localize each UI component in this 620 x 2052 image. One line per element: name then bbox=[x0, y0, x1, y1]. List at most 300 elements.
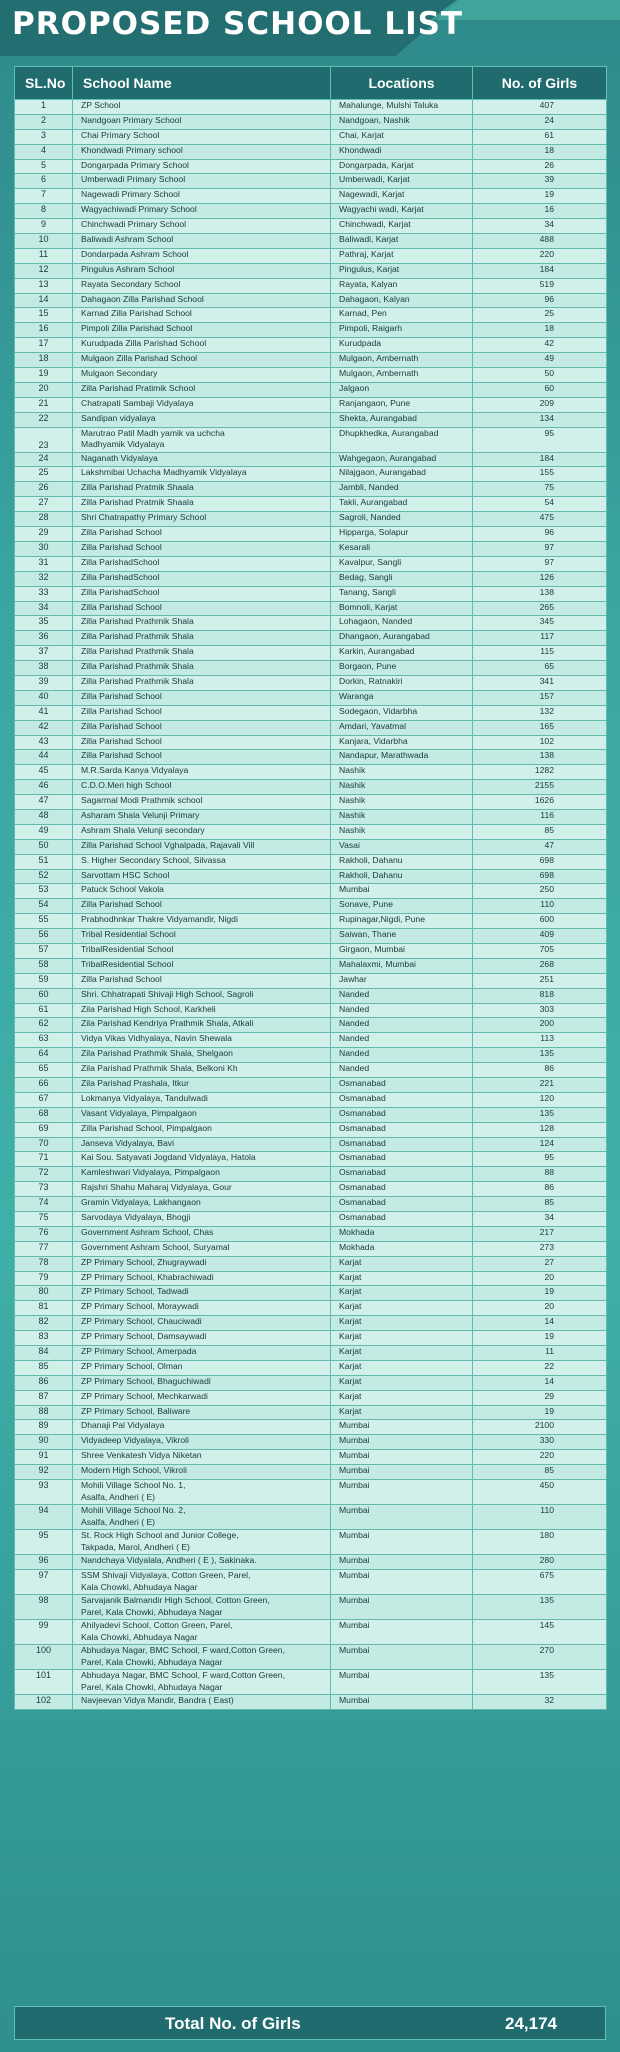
table-row bbox=[15, 1450, 607, 1465]
table-row bbox=[15, 646, 607, 661]
cell-sl-no: 26 bbox=[15, 482, 73, 497]
school-name-line: Abhudaya Nagar, BMC School, F ward,Cotton Green, bbox=[81, 1644, 285, 1655]
cell-location: Karkin, Aurangabad bbox=[331, 646, 473, 661]
school-name-line: Naganath Vidyalaya bbox=[81, 452, 158, 463]
cell-no-of-girls: 20 bbox=[473, 1271, 607, 1286]
school-name-line: Zila Parishad Prathmik Shala, Shelgaon bbox=[81, 1048, 233, 1059]
cell-school-name bbox=[73, 368, 331, 383]
cell-sl-no: 65 bbox=[15, 1063, 73, 1078]
cell-school-name bbox=[73, 616, 331, 631]
cell-school-name bbox=[73, 646, 331, 661]
cell-school-name bbox=[73, 1669, 331, 1694]
cell-no-of-girls: 97 bbox=[473, 556, 607, 571]
cell-sl-no: 28 bbox=[15, 512, 73, 527]
cell-location: Chai, Karjat bbox=[331, 129, 473, 144]
school-name-line: Parel, Kala Chowki, Abhudaya Nagar bbox=[81, 1656, 223, 1667]
cell-location: Nashik bbox=[331, 780, 473, 795]
cell-location: Bomnoli, Karjat bbox=[331, 601, 473, 616]
cell-school-name bbox=[73, 1346, 331, 1361]
cell-school-name bbox=[73, 854, 331, 869]
cell-no-of-girls: 86 bbox=[473, 1182, 607, 1197]
cell-location: Nanded bbox=[331, 988, 473, 1003]
cell-sl-no: 46 bbox=[15, 780, 73, 795]
cell-no-of-girls: 165 bbox=[473, 720, 607, 735]
cell-sl-no: 51 bbox=[15, 854, 73, 869]
cell-sl-no: 43 bbox=[15, 735, 73, 750]
cell-sl-no: 15 bbox=[15, 308, 73, 323]
cell-school-name bbox=[73, 1530, 331, 1555]
cell-location: Wahgegaon, Aurangabad bbox=[331, 452, 473, 467]
cell-no-of-girls: 61 bbox=[473, 129, 607, 144]
school-name-line: Janseva Vidyalaya, Bavi bbox=[81, 1137, 174, 1148]
table-row bbox=[15, 1078, 607, 1093]
cell-no-of-girls: 600 bbox=[473, 914, 607, 929]
cell-school-name bbox=[73, 159, 331, 174]
table-row bbox=[15, 527, 607, 542]
school-name-line: Zilla Parishad Prathmik Shala bbox=[81, 616, 194, 627]
cell-sl-no: 93 bbox=[15, 1480, 73, 1505]
cell-no-of-girls: 135 bbox=[473, 1594, 607, 1619]
table-row bbox=[15, 114, 607, 129]
cell-location: Mumbai bbox=[331, 1619, 473, 1644]
cell-location: Nashik bbox=[331, 795, 473, 810]
cell-sl-no: 84 bbox=[15, 1346, 73, 1361]
school-name-line: Asharam Shala Velunji Primary bbox=[81, 809, 200, 820]
cell-sl-no: 96 bbox=[15, 1555, 73, 1570]
cell-location: Mumbai bbox=[331, 1480, 473, 1505]
cell-sl-no: 80 bbox=[15, 1286, 73, 1301]
school-name-line: Lakshmibai Uchacha Madhyamik Vidyalaya bbox=[81, 467, 247, 478]
cell-location: Nagewadi, Karjat bbox=[331, 189, 473, 204]
school-name-line: Zila Parishad Kendriya Prathmik Shala, Atkali bbox=[81, 1018, 254, 1029]
school-table bbox=[14, 66, 607, 1710]
table-row bbox=[15, 1505, 607, 1530]
table-row bbox=[15, 308, 607, 323]
table-row bbox=[15, 1569, 607, 1594]
cell-no-of-girls: 273 bbox=[473, 1241, 607, 1256]
cell-school-name bbox=[73, 1241, 331, 1256]
cell-sl-no: 8 bbox=[15, 204, 73, 219]
cell-no-of-girls: 22 bbox=[473, 1360, 607, 1375]
cell-school-name bbox=[73, 780, 331, 795]
cell-school-name bbox=[73, 661, 331, 676]
school-name-line: Zilla Parishad School bbox=[81, 690, 162, 701]
cell-sl-no: 72 bbox=[15, 1167, 73, 1182]
cell-school-name bbox=[73, 750, 331, 765]
cell-location: Bedag, Sangli bbox=[331, 571, 473, 586]
cell-school-name bbox=[73, 705, 331, 720]
cell-location: Jalgaon bbox=[331, 382, 473, 397]
cell-no-of-girls: 96 bbox=[473, 293, 607, 308]
school-name-line: Sagarmal Modi Prathmik school bbox=[81, 795, 203, 806]
school-name-line: ZP Primary School, Mechkarwadi bbox=[81, 1390, 208, 1401]
table-row bbox=[15, 1212, 607, 1227]
cell-location: Osmanabad bbox=[331, 1122, 473, 1137]
cell-sl-no: 97 bbox=[15, 1569, 73, 1594]
table-row bbox=[15, 1182, 607, 1197]
school-name-line: Baliwadi Ashram School bbox=[81, 234, 174, 245]
table-row bbox=[15, 541, 607, 556]
cell-no-of-girls: 117 bbox=[473, 631, 607, 646]
school-name-line: ZP Primary School, Moraywadi bbox=[81, 1301, 199, 1312]
table-body bbox=[15, 100, 607, 1710]
cell-school-name bbox=[73, 452, 331, 467]
school-name-line: Shree Venkatesh Vidya Niketan bbox=[81, 1450, 202, 1461]
cell-no-of-girls: 138 bbox=[473, 750, 607, 765]
total-value: 24,174 bbox=[505, 2014, 557, 2033]
cell-sl-no: 16 bbox=[15, 323, 73, 338]
cell-no-of-girls: 124 bbox=[473, 1137, 607, 1152]
school-name-line: Dahagaon Zilla Parishad School bbox=[81, 293, 204, 304]
cell-no-of-girls: 128 bbox=[473, 1122, 607, 1137]
school-name-line: Parel, Kala Chowki, Abhudaya Nagar bbox=[81, 1681, 223, 1692]
cell-location: Mulgaon, Ambernath bbox=[331, 368, 473, 383]
school-name-line: Mulgaon Secondary bbox=[81, 368, 158, 379]
cell-location: Borgaon, Pune bbox=[331, 661, 473, 676]
cell-no-of-girls: 50 bbox=[473, 368, 607, 383]
cell-sl-no: 53 bbox=[15, 884, 73, 899]
cell-location: Osmanabad bbox=[331, 1107, 473, 1122]
cell-sl-no: 55 bbox=[15, 914, 73, 929]
cell-sl-no: 1 bbox=[15, 100, 73, 115]
school-name-line: Zilla Parishad School bbox=[81, 527, 162, 538]
cell-no-of-girls: 39 bbox=[473, 174, 607, 189]
school-name-line: Zilla Parishad Pratmik Shaala bbox=[81, 497, 194, 508]
table-row bbox=[15, 1286, 607, 1301]
cell-school-name bbox=[73, 1360, 331, 1375]
table-row bbox=[15, 1331, 607, 1346]
cell-no-of-girls: 675 bbox=[473, 1569, 607, 1594]
cell-location: Lohagaon, Nanded bbox=[331, 616, 473, 631]
cell-sl-no: 20 bbox=[15, 382, 73, 397]
cell-sl-no: 68 bbox=[15, 1107, 73, 1122]
table-row bbox=[15, 1092, 607, 1107]
school-name-line: Zilla ParishadSchool bbox=[81, 556, 160, 567]
school-name-line: Asalfa, Andheri ( E) bbox=[81, 1491, 156, 1502]
cell-no-of-girls: 138 bbox=[473, 586, 607, 601]
cell-location: Mumbai bbox=[331, 1530, 473, 1555]
cell-location: Mumbai bbox=[331, 1505, 473, 1530]
cell-location: Mahalunge, Mulshi Taluka bbox=[331, 100, 473, 115]
school-name-line: Zilla Parishad School bbox=[81, 705, 162, 716]
cell-no-of-girls: 251 bbox=[473, 973, 607, 988]
school-name-line: ZP Primary School, Chauciwadi bbox=[81, 1316, 202, 1327]
table-row bbox=[15, 854, 607, 869]
cell-location: Dahagaon, Kalyan bbox=[331, 293, 473, 308]
cell-location: Osmanabad bbox=[331, 1152, 473, 1167]
school-name-line: Patuck School Vakola bbox=[81, 884, 164, 895]
school-name-line: Kurudpada Zilla Parishad School bbox=[81, 338, 207, 349]
cell-no-of-girls: 475 bbox=[473, 512, 607, 527]
cell-sl-no: 42 bbox=[15, 720, 73, 735]
cell-no-of-girls: 184 bbox=[473, 263, 607, 278]
cell-no-of-girls: 19 bbox=[473, 1331, 607, 1346]
cell-sl-no: 99 bbox=[15, 1619, 73, 1644]
school-name-line: Gramin Vidyalaya, Lakhangaon bbox=[81, 1197, 201, 1208]
cell-location: Osmanabad bbox=[331, 1182, 473, 1197]
table-row bbox=[15, 1694, 607, 1709]
cell-no-of-girls: 88 bbox=[473, 1167, 607, 1182]
school-name-line: ZP Primary School, Khabrachiwadi bbox=[81, 1271, 214, 1282]
school-name-line: Government Ashram School, Suryamal bbox=[81, 1241, 230, 1252]
school-name-line: Zilla Parishad Prathmik Shala bbox=[81, 631, 194, 642]
cell-sl-no: 61 bbox=[15, 1003, 73, 1018]
cell-school-name bbox=[73, 1594, 331, 1619]
cell-school-name bbox=[73, 1286, 331, 1301]
cell-location: Osmanabad bbox=[331, 1092, 473, 1107]
cell-school-name bbox=[73, 735, 331, 750]
cell-school-name bbox=[73, 541, 331, 556]
cell-sl-no: 2 bbox=[15, 114, 73, 129]
cell-location: Umberwadi, Karjat bbox=[331, 174, 473, 189]
school-name-line: Abhudaya Nagar, BMC School, F ward,Cotton Green, bbox=[81, 1669, 285, 1680]
cell-sl-no: 27 bbox=[15, 497, 73, 512]
cell-location: Nashik bbox=[331, 809, 473, 824]
cell-location: Nanded bbox=[331, 1033, 473, 1048]
table-row bbox=[15, 899, 607, 914]
school-name-line: Kamleshwari Vidyalaya, Pimpalgaon bbox=[81, 1167, 220, 1178]
cell-sl-no: 39 bbox=[15, 675, 73, 690]
table-row bbox=[15, 1530, 607, 1555]
cell-no-of-girls: 60 bbox=[473, 382, 607, 397]
school-name-line: Kai Sou. Satyavati Jogdand Vidyalaya, Hatola bbox=[81, 1152, 256, 1163]
cell-no-of-girls: 116 bbox=[473, 809, 607, 824]
table-row bbox=[15, 159, 607, 174]
school-name-line: Navjeevan Vidya Mandir, Bandra ( East) bbox=[81, 1694, 234, 1705]
cell-location: Osmanabad bbox=[331, 1137, 473, 1152]
cell-school-name bbox=[73, 1450, 331, 1465]
cell-school-name bbox=[73, 467, 331, 482]
cell-no-of-girls: 120 bbox=[473, 1092, 607, 1107]
cell-sl-no: 54 bbox=[15, 899, 73, 914]
table-row bbox=[15, 497, 607, 512]
cell-school-name bbox=[73, 899, 331, 914]
cell-school-name bbox=[73, 397, 331, 412]
school-name-line: Parel, Kala Chowki, Abhudaya Nagar bbox=[81, 1606, 223, 1617]
school-name-line: Zila Parishad Prashala, Itkur bbox=[81, 1078, 189, 1088]
school-name-line: Asalfa, Andheri ( E) bbox=[81, 1516, 156, 1527]
cell-sl-no: 30 bbox=[15, 541, 73, 556]
school-name-line: Zilla Parishad School, Pimpalgaon bbox=[81, 1122, 212, 1133]
cell-no-of-girls: 132 bbox=[473, 705, 607, 720]
cell-school-name bbox=[73, 631, 331, 646]
school-name-line: Vidya Vikas Vidhyalaya, Navin Shewala bbox=[81, 1033, 232, 1044]
cell-sl-no: 94 bbox=[15, 1505, 73, 1530]
cell-sl-no: 48 bbox=[15, 809, 73, 824]
cell-school-name bbox=[73, 263, 331, 278]
cell-sl-no: 69 bbox=[15, 1122, 73, 1137]
cell-sl-no: 88 bbox=[15, 1405, 73, 1420]
cell-location: Chinchwadi, Karjat bbox=[331, 219, 473, 234]
school-name-line: ZP Primary School, Tadwadi bbox=[81, 1286, 189, 1297]
table-row bbox=[15, 129, 607, 144]
cell-sl-no: 49 bbox=[15, 824, 73, 839]
table-row bbox=[15, 929, 607, 944]
school-name-line: Modern High School, Vikroli bbox=[81, 1465, 187, 1476]
cell-no-of-girls: 49 bbox=[473, 353, 607, 368]
cell-location: Osmanabad bbox=[331, 1197, 473, 1212]
cell-location: Kesarali bbox=[331, 541, 473, 556]
school-name-line: Ahilyadevi School, Cotton Green, Parel, bbox=[81, 1619, 233, 1630]
cell-sl-no: 76 bbox=[15, 1226, 73, 1241]
cell-no-of-girls: 47 bbox=[473, 839, 607, 854]
cell-sl-no: 81 bbox=[15, 1301, 73, 1316]
table-row bbox=[15, 1122, 607, 1137]
cell-school-name bbox=[73, 1226, 331, 1241]
cell-sl-no: 73 bbox=[15, 1182, 73, 1197]
cell-sl-no: 3 bbox=[15, 129, 73, 144]
table-row bbox=[15, 1301, 607, 1316]
page-title: PROPOSED SCHOOL LIST bbox=[12, 6, 464, 42]
cell-sl-no: 89 bbox=[15, 1420, 73, 1435]
cell-location: Sonave, Pune bbox=[331, 899, 473, 914]
table-row bbox=[15, 1435, 607, 1450]
cell-school-name bbox=[73, 1619, 331, 1644]
cell-school-name bbox=[73, 601, 331, 616]
cell-sl-no: 95 bbox=[15, 1530, 73, 1555]
table-row bbox=[15, 263, 607, 278]
cell-location: Mumbai bbox=[331, 1669, 473, 1694]
cell-sl-no: 18 bbox=[15, 353, 73, 368]
cell-sl-no: 44 bbox=[15, 750, 73, 765]
cell-school-name bbox=[73, 795, 331, 810]
table-row bbox=[15, 1375, 607, 1390]
cell-school-name bbox=[73, 427, 331, 452]
cell-location: Osmanabad bbox=[331, 1078, 473, 1093]
cell-school-name bbox=[73, 1694, 331, 1709]
cell-no-of-girls: 19 bbox=[473, 189, 607, 204]
cell-sl-no: 87 bbox=[15, 1390, 73, 1405]
cell-location: Khondwadi bbox=[331, 144, 473, 159]
cell-school-name bbox=[73, 219, 331, 234]
table-row bbox=[15, 204, 607, 219]
cell-no-of-girls: 217 bbox=[473, 1226, 607, 1241]
table-row bbox=[15, 616, 607, 631]
cell-school-name bbox=[73, 100, 331, 115]
cell-location: Vasai bbox=[331, 839, 473, 854]
cell-no-of-girls: 113 bbox=[473, 1033, 607, 1048]
cell-no-of-girls: 96 bbox=[473, 527, 607, 542]
school-name-line: Nandchaya Vidyalala, Andheri ( E ), Sakinaka. bbox=[81, 1555, 257, 1566]
cell-sl-no: 63 bbox=[15, 1033, 73, 1048]
school-name-line: Vasant Vidyalaya, Pimpalgaon bbox=[81, 1107, 197, 1118]
table-row bbox=[15, 705, 607, 720]
cell-no-of-girls: 110 bbox=[473, 1505, 607, 1530]
table-row bbox=[15, 943, 607, 958]
cell-sl-no: 47 bbox=[15, 795, 73, 810]
school-name-line: Mohili Village School No. 1, bbox=[81, 1480, 186, 1491]
cell-location: Mulgaon, Ambernath bbox=[331, 353, 473, 368]
cell-school-name bbox=[73, 234, 331, 249]
cell-location: Mumbai bbox=[331, 1465, 473, 1480]
school-name-line: Zilla Parishad Prathmik Shala bbox=[81, 661, 194, 672]
cell-sl-no: 75 bbox=[15, 1212, 73, 1227]
cell-sl-no: 90 bbox=[15, 1435, 73, 1450]
cell-school-name bbox=[73, 278, 331, 293]
table-row bbox=[15, 780, 607, 795]
cell-location: Mumbai bbox=[331, 1594, 473, 1619]
cell-school-name bbox=[73, 353, 331, 368]
school-name-line: Sarvottam HSC School bbox=[81, 869, 170, 880]
cell-school-name bbox=[73, 1256, 331, 1271]
school-name-line: ZP School bbox=[81, 100, 121, 110]
cell-sl-no: 91 bbox=[15, 1450, 73, 1465]
cell-sl-no: 12 bbox=[15, 263, 73, 278]
table-row bbox=[15, 586, 607, 601]
cell-no-of-girls: 303 bbox=[473, 1003, 607, 1018]
table-row bbox=[15, 556, 607, 571]
cell-no-of-girls: 157 bbox=[473, 690, 607, 705]
table-row bbox=[15, 988, 607, 1003]
cell-school-name bbox=[73, 914, 331, 929]
cell-sl-no: 67 bbox=[15, 1092, 73, 1107]
cell-no-of-girls: 20 bbox=[473, 1301, 607, 1316]
cell-sl-no: 85 bbox=[15, 1360, 73, 1375]
cell-no-of-girls: 19 bbox=[473, 1405, 607, 1420]
table-row bbox=[15, 1594, 607, 1619]
cell-school-name bbox=[73, 1152, 331, 1167]
school-name-line: Tribal Residential School bbox=[81, 929, 176, 940]
table-row bbox=[15, 1669, 607, 1694]
school-name-line: Umberwadi Primary School bbox=[81, 174, 186, 185]
cell-location: Karjat bbox=[331, 1405, 473, 1420]
cell-no-of-girls: 26 bbox=[473, 159, 607, 174]
cell-no-of-girls: 220 bbox=[473, 248, 607, 263]
cell-location: Wagyachi wadi, Karjat bbox=[331, 204, 473, 219]
cell-no-of-girls: 407 bbox=[473, 100, 607, 115]
school-name-line: Pingulus Ashram School bbox=[81, 263, 175, 274]
school-name-line: Zilla Parishad Prathmik Shala bbox=[81, 646, 194, 657]
school-name-line: Mohili Village School No. 2, bbox=[81, 1505, 186, 1516]
school-name-line: Ashram Shala Velunji secondary bbox=[81, 824, 205, 835]
school-name-line: Zilla Parishad School bbox=[81, 541, 162, 552]
school-name-line: ZP Primary School, Baliware bbox=[81, 1405, 191, 1416]
school-name-line: Mulgaon Zilla Parishad School bbox=[81, 353, 198, 364]
table-row bbox=[15, 1018, 607, 1033]
cell-school-name bbox=[73, 1271, 331, 1286]
table-row bbox=[15, 368, 607, 383]
cell-no-of-girls: 345 bbox=[473, 616, 607, 631]
cell-location: Mumbai bbox=[331, 1694, 473, 1709]
cell-location: Ranjangaon, Pune bbox=[331, 397, 473, 412]
cell-school-name bbox=[73, 973, 331, 988]
cell-location: Mahalaxmi, Mumbai bbox=[331, 958, 473, 973]
cell-location: Kanjara, Vidarbha bbox=[331, 735, 473, 750]
school-name-line: Sarvodaya Vidyalaya, Bhogji bbox=[81, 1212, 191, 1223]
table-row bbox=[15, 1063, 607, 1078]
cell-sl-no: 7 bbox=[15, 189, 73, 204]
cell-sl-no: 11 bbox=[15, 248, 73, 263]
cell-sl-no: 98 bbox=[15, 1594, 73, 1619]
cell-location: Karjat bbox=[331, 1271, 473, 1286]
school-name-line: Madhyamik Vidyalaya bbox=[81, 439, 165, 450]
cell-location: Nanded bbox=[331, 1048, 473, 1063]
cell-no-of-girls: 54 bbox=[473, 497, 607, 512]
table-row bbox=[15, 973, 607, 988]
cell-school-name bbox=[73, 204, 331, 219]
cell-location: Nanded bbox=[331, 1063, 473, 1078]
table-row bbox=[15, 1256, 607, 1271]
cell-sl-no: 82 bbox=[15, 1316, 73, 1331]
cell-sl-no: 77 bbox=[15, 1241, 73, 1256]
cell-school-name bbox=[73, 382, 331, 397]
cell-sl-no: 36 bbox=[15, 631, 73, 646]
cell-no-of-girls: 409 bbox=[473, 929, 607, 944]
school-name-line: Takpada, Marol, Andheri ( E) bbox=[81, 1541, 190, 1552]
table-row bbox=[15, 397, 607, 412]
cell-location: Mumbai bbox=[331, 884, 473, 899]
cell-location: Nashik bbox=[331, 765, 473, 780]
